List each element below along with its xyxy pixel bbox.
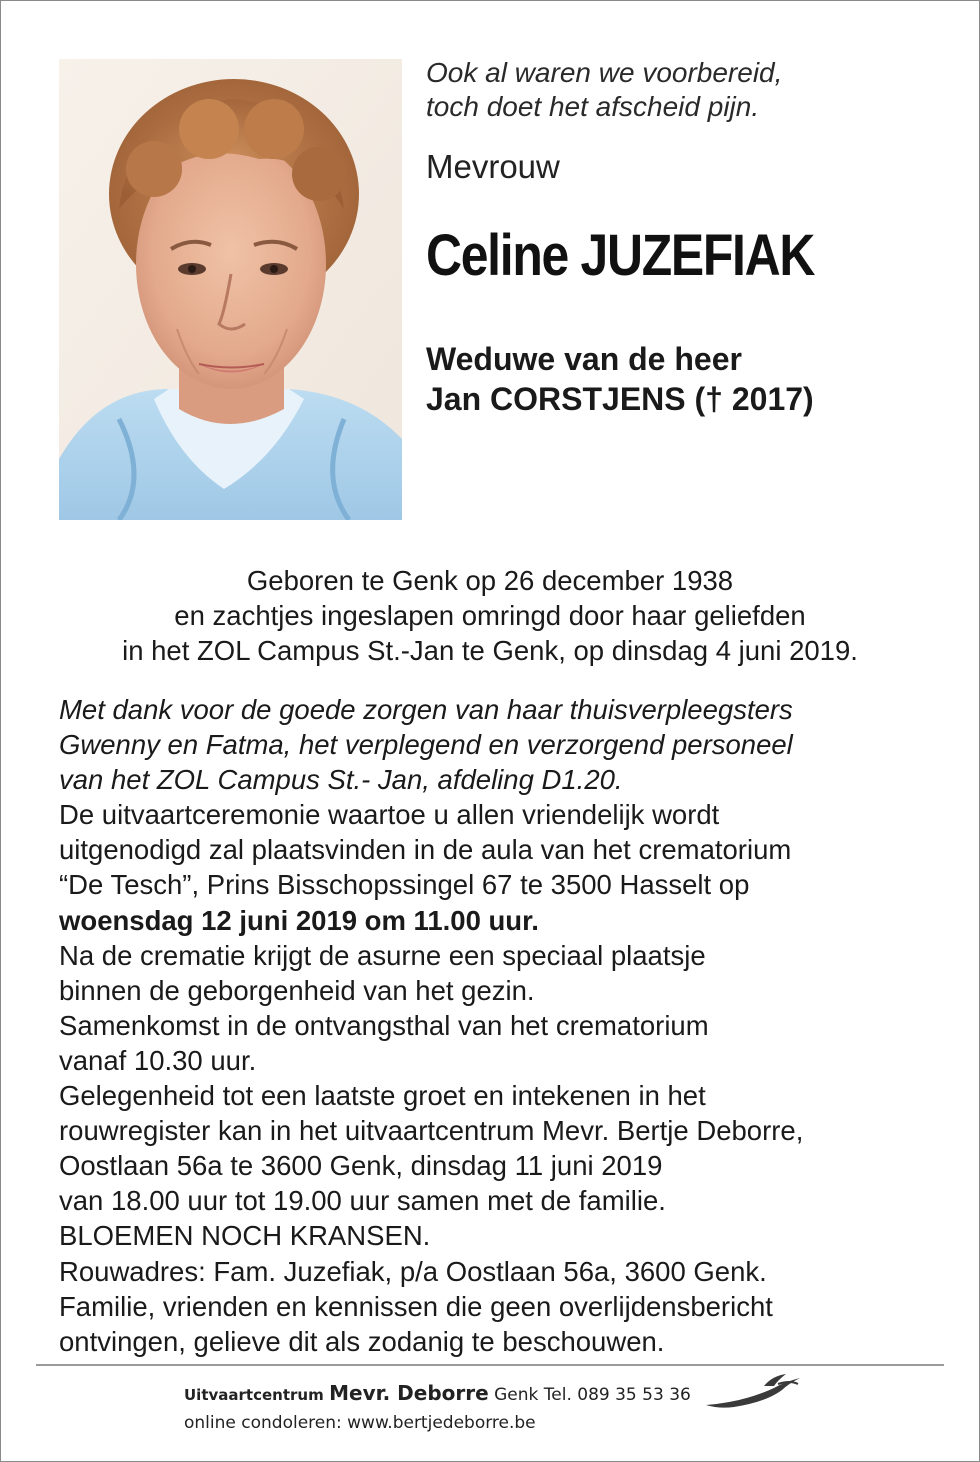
- quote-line-2: toch doet het afscheid pijn.: [426, 91, 760, 122]
- funeral-home-footer: [184, 1380, 691, 1436]
- brand-name: Mevr. Deborre: [329, 1381, 489, 1405]
- thanks-line: Gwenny en Fatma, het verplegend en verzorgend personeel: [59, 729, 793, 761]
- salutation: Mevrouw: [426, 148, 560, 185]
- memorial-quote: [426, 56, 946, 124]
- detail-line: ontvingen, gelieve dit als zodanig te beschouwen.: [59, 1325, 665, 1357]
- detail-line: Rouwadres: Fam. Juzefiak, p/a Oostlaan 56a, 3600 Genk.: [59, 1255, 767, 1287]
- deceased-name: Celine JUZEFIAK: [426, 223, 815, 288]
- ceremony-line: uitgenodigd zal plaatsvinden in de aula van het crematorium: [59, 834, 792, 866]
- widow-of: [426, 339, 814, 419]
- brand-phone: Tel. 089 35 53 36: [543, 1385, 691, 1405]
- thanks-line: Met dank voor de goede zorgen van haar thuisverpleegsters: [59, 694, 793, 725]
- widow-line-1: Weduwe van de heer: [426, 341, 742, 377]
- detail-line: Samenkomst in de ontvangsthal van het crematorium: [59, 1009, 709, 1041]
- detail-line: vanaf 10.30 uur.: [59, 1044, 257, 1076]
- dove-logo-icon: [704, 1372, 804, 1412]
- birth-line: in het ZOL Campus St.-Jan te Genk, op dinsdag 4 juni 2019.: [122, 635, 858, 666]
- brand-city: Genk: [494, 1385, 539, 1405]
- quote-line-1: Ook al waren we voorbereid,: [426, 57, 783, 88]
- detail-line: Familie, vrienden en kennissen die geen overlijdensbericht: [59, 1290, 773, 1322]
- detail-line: Na de crematie krijgt de asurne een speciaal plaatsje: [59, 939, 706, 971]
- detail-line: rouwregister kan in het uitvaartcentrum Mevr. Bertje Deborre,: [59, 1115, 804, 1147]
- announcement-body: [59, 692, 939, 1359]
- widow-line-2: Jan CORSTJENS († 2017): [426, 381, 814, 417]
- detail-line: van 18.00 uur tot 19.00 uur samen met de familie.: [59, 1185, 666, 1217]
- ceremony-line: De uitvaartceremonie waartoe u allen vriendelijk wordt: [59, 799, 720, 831]
- ceremony-date: woensdag 12 juni 2019 om 11.00 uur.: [59, 904, 539, 936]
- detail-line: Gelegenheid tot een laatste groet en intekenen in het: [59, 1080, 706, 1112]
- footer-divider: [36, 1364, 944, 1366]
- thanks-line: van het ZOL Campus St.- Jan, afdeling D1.20.: [59, 764, 623, 796]
- online-condolences-link[interactable]: online condoleren: www.bertjedeborre.be: [184, 1413, 536, 1433]
- detail-line: binnen de geborgenheid van het gezin.: [59, 974, 535, 1006]
- portrait-photo: [59, 59, 402, 520]
- detail-line: BLOEMEN NOCH KRANSEN.: [59, 1220, 431, 1252]
- brand-prefix: Uitvaartcentrum: [184, 1386, 324, 1404]
- ceremony-line: “De Tesch”, Prins Bisschopssingel 67 te 3500 Hasselt op: [59, 869, 750, 901]
- birth-death-info: [0, 563, 980, 668]
- birth-line: en zachtjes ingeslapen omringd door haar geliefden: [174, 600, 806, 631]
- birth-line: Geboren te Genk op 26 december 1938: [246, 565, 734, 596]
- detail-line: Oostlaan 56a te 3600 Genk, dinsdag 11 juni 2019: [59, 1150, 663, 1182]
